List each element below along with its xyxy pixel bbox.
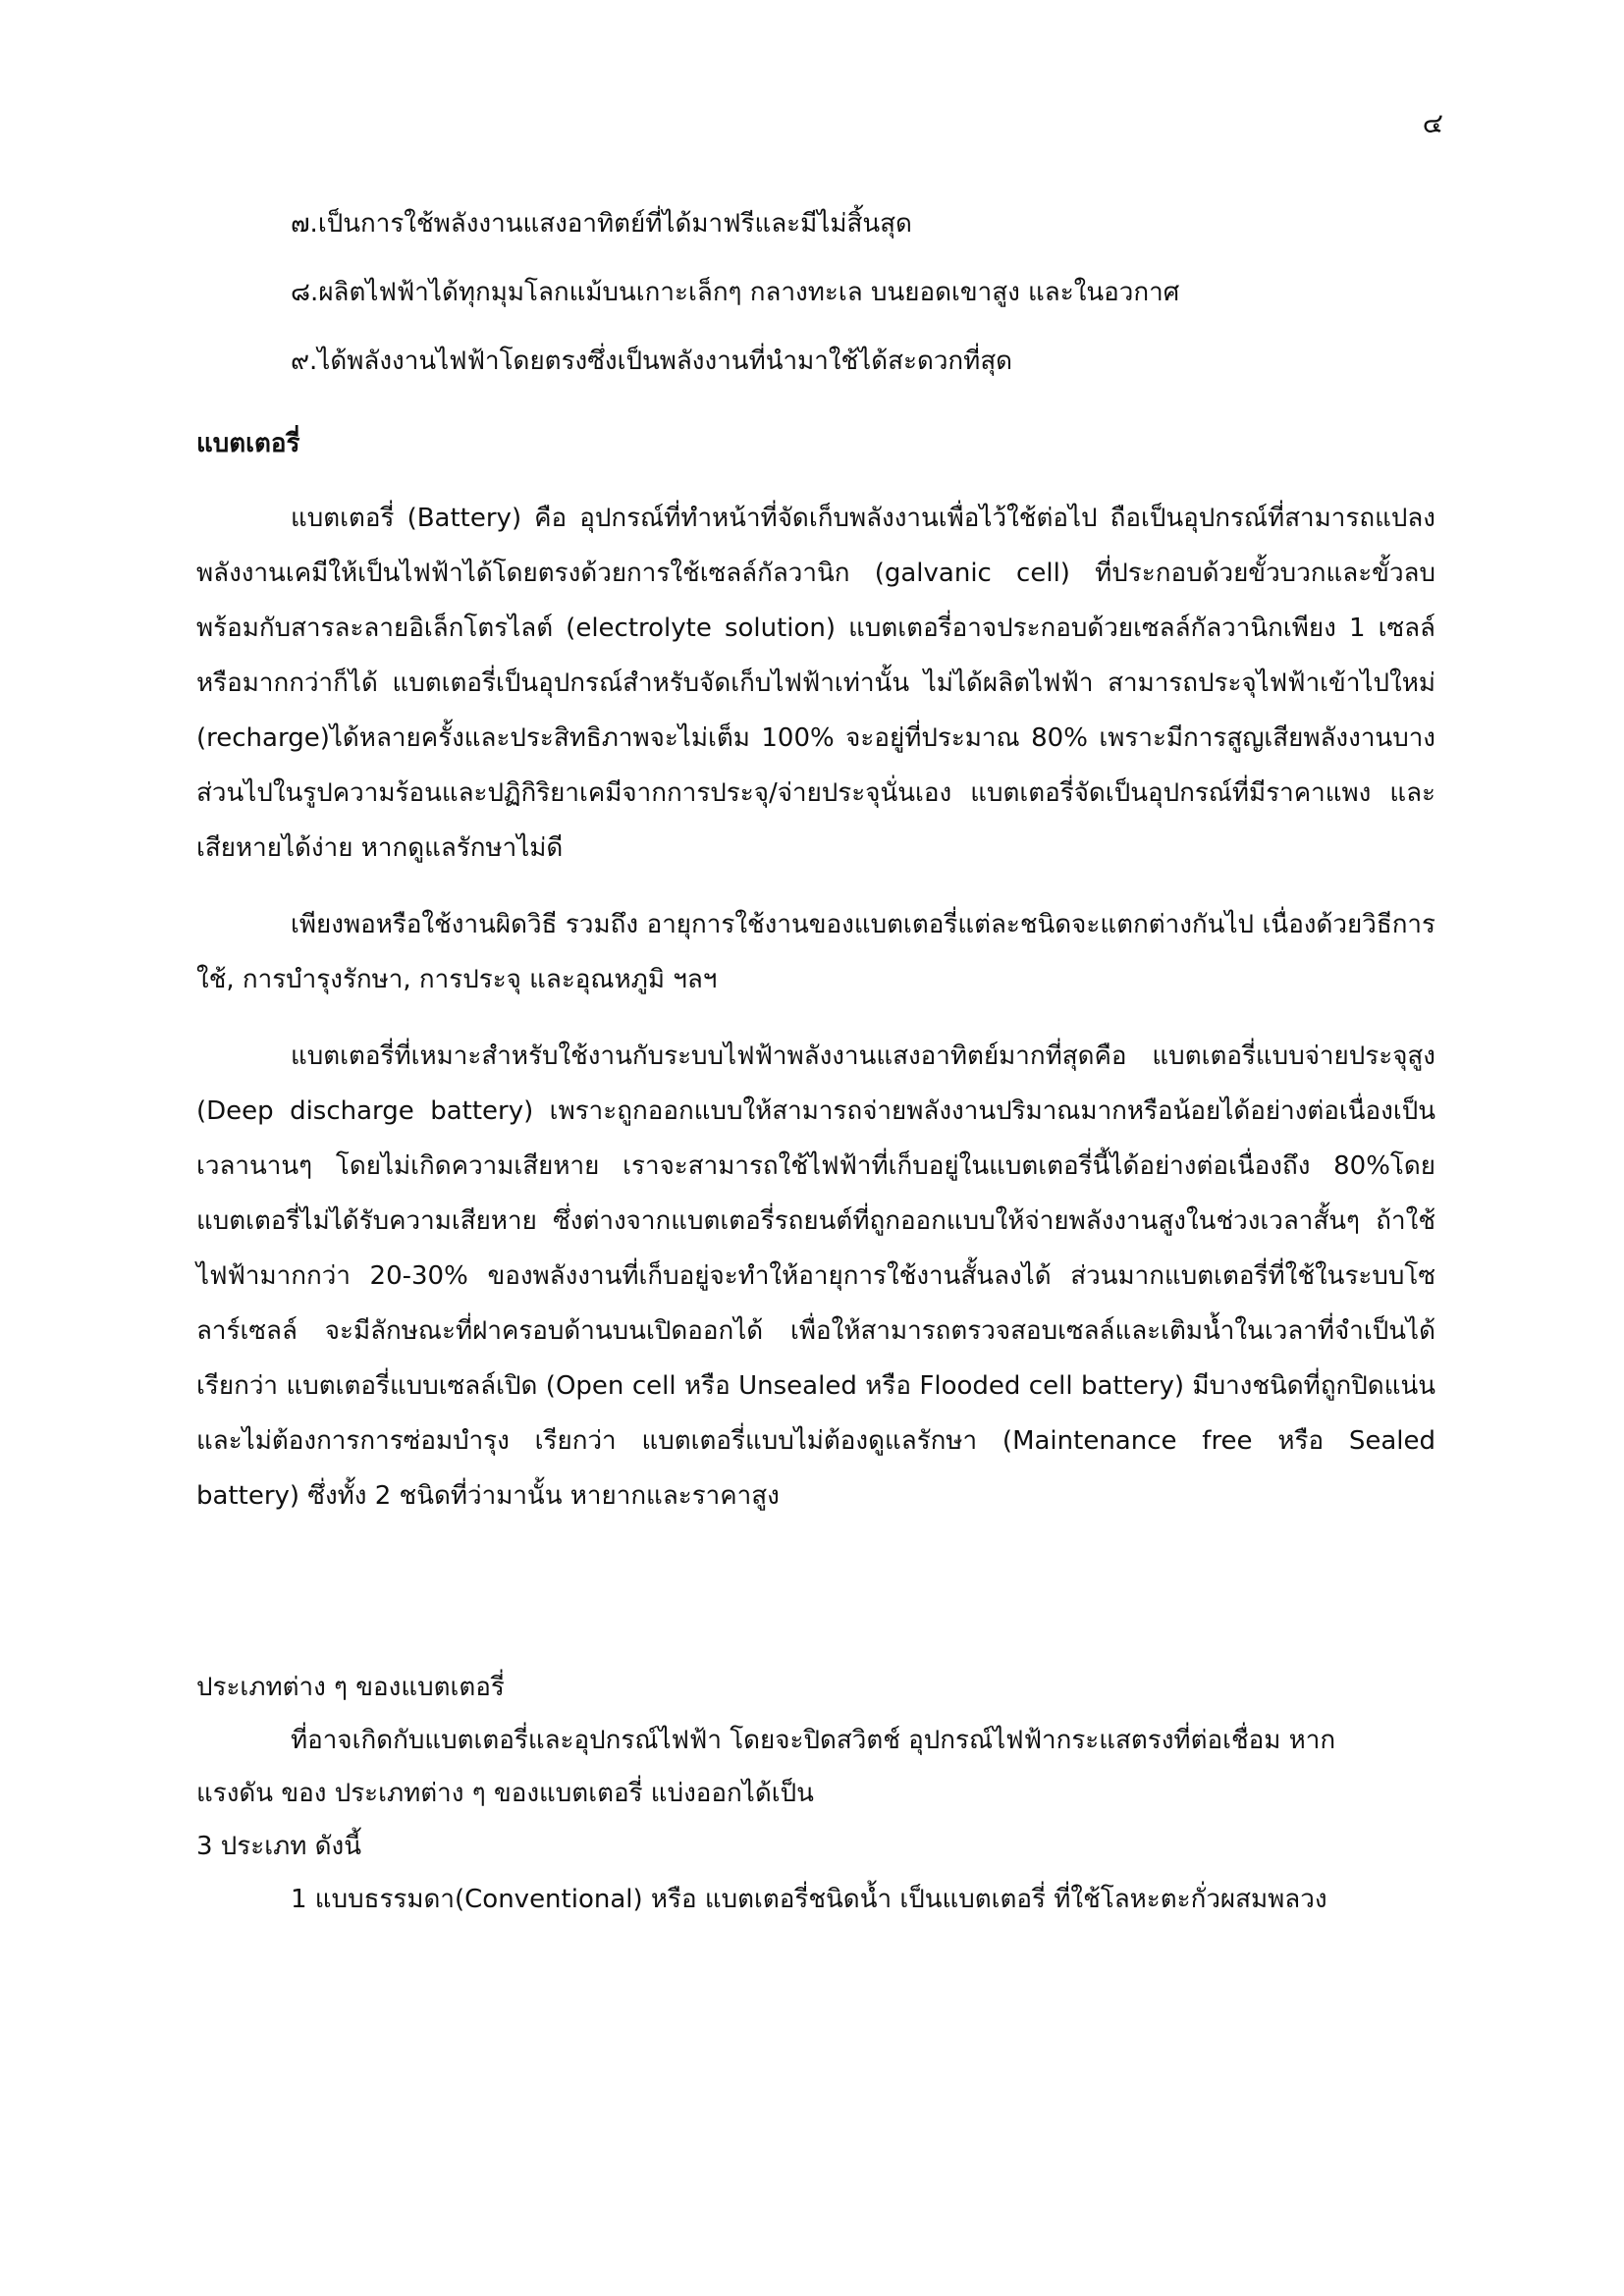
- page-content: [196, 196, 1435, 1926]
- section-heading: แบตเตอรี่: [196, 429, 300, 458]
- list-item: ๗.เป็นการใช้พลังงานแสงอาทิตย์ที่ได้มาฟรีและมีไม่สิ้นสุด: [291, 209, 912, 239]
- paragraph-battery-definition: แบตเตอรี่ (Battery) คือ อุปกรณ์ที่ทำหน้าที่จัดเก็บพลังงานเพื่อไว้ใช้ต่อไป ถือเป็นอุปกรณ์ที่สามารถแปลงพลังงานเคมีให้เป็นไฟฟ้าได้โดยตรงด้วยการใช้เซลล์กัลวานิก (galvanic cell) ที่ประกอบด้วยขั้วบวกและขั้วลบ พร้อมกับสารละลายอิเล็กโตรไลต์ (electrolyte solution) แบตเตอรี่อาจประกอบด้วยเซลล์กัลวานิกเพียง 1 เซลล์ หรือมากกว่าก็ได้ แบตเตอรี่เป็นอุปกรณ์สำหรับจัดเก็บไฟฟ้าเท่านั้น ไม่ได้ผลิตไฟฟ้า สามารถประจุไฟฟ้าเข้าไปใหม่ (recharge)ได้หลายครั้งและประสิทธิภาพจะไม่เต็ม 100% จะอยู่ที่ประมาณ 80% เพราะมีการสูญเสียพลังงานบางส่วนไปในรูปความร้อนและปฏิกิริยาเคมีจากการประจุ/จ่ายประจุนั่นเอง แบตเตอรี่จัดเป็นอุปกรณ์ที่มีราคาแพง และเสียหายได้ง่าย หากดูแลรักษาไม่ดี: [196, 504, 1435, 863]
- battery-types-section: [196, 1661, 1435, 1926]
- list-item: ๘.ผลิตไฟฟ้าได้ทุกมุมโลกแม้บนเกาะเล็กๆ กลางทะเล บนยอดเขาสูง และในอวกาศ: [291, 278, 1180, 307]
- text-line: แรงดัน ของ ประเภทต่าง ๆ ของแบตเตอรี่ แบ่งออกได้เป็น: [196, 1779, 814, 1808]
- list-item: ๙.ได้พลังงานไฟฟ้าโดยตรงซึ่งเป็นพลังงานที่นำมาใช้ได้สะดวกที่สุด: [291, 347, 1013, 376]
- text-line: ที่อาจเกิดกับแบตเตอรี่และอุปกรณ์ไฟฟ้า โดยจะปิดสวิตช์ อุปกรณ์ไฟฟ้ากระแสตรงที่ต่อเชื่อม หาก: [291, 1726, 1336, 1755]
- text-line: 1 แบบธรรมดา(Conventional) หรือ แบตเตอรี่ชนิดน้ำ เป็นแบตเตอรี่ ที่ใช้โลหะตะกั่วผสมพลวง: [291, 1885, 1327, 1914]
- paragraph-deep-discharge: แบตเตอรี่ที่เหมาะสำหรับใช้งานกับระบบไฟฟ้าพลังงานแสงอาทิตย์มากที่สุดคือ แบตเตอรี่แบบจ่ายประจุสูง (Deep discharge battery) เพราะถูกออกแบบให้สามารถจ่ายพลังงานปริมาณมากหรือน้อยได้อย่างต่อเนื่องเป็นเวลานานๆ โดยไม่เกิดความเสียหาย เราจะสามารถใช้ไฟฟ้าที่เก็บอยู่ในแบตเตอรี่นี้ได้อย่างต่อเนื่องถึง 80%โดยแบตเตอรี่ไม่ได้รับความเสียหาย ซึ่งต่างจากแบตเตอรี่รถยนต์ที่ถูกออกแบบให้จ่ายพลังงานสูงในช่วงเวลาสั้นๆ ถ้าใช้ไฟฟ้ามากกว่า 20-30% ของพลังงานที่เก็บอยู่จะทำให้อายุการใช้งานสั้นลงได้ ส่วนมากแบตเตอรี่ที่ใช้ในระบบโซลาร์เซลล์ จะมีลักษณะที่ฝาครอบด้านบนเปิดออกได้ เพื่อให้สามารถตรวจสอบเซลล์และเติมน้ำในเวลาที่จำเป็นได้ เรียกว่า แบตเตอรี่แบบเซลล์เปิด (Open cell หรือ Unsealed หรือ Flooded cell battery) มีบางชนิดที่ถูกปิดแน่นและไม่ต้องการการซ่อมบำรุง เรียกว่า แบตเตอรี่แบบไม่ต้องดูแลรักษา (Maintenance free หรือ Sealed battery) ซึ่งทั้ง 2 ชนิดที่ว่ามานั้น หายากและราคาสูง: [196, 1041, 1435, 1511]
- text-line: 3 ประเภท ดังนี้: [196, 1832, 362, 1861]
- sub-heading: ประเภทต่าง ๆ ของแบตเตอรี่: [196, 1673, 505, 1702]
- page-number: ๔: [1422, 107, 1443, 139]
- paragraph-battery-lifespan: เพียงพอหรือใช้งานผิดวิธี รวมถึง อายุการใช้งานของแบตเตอรี่แต่ละชนิดจะแตกต่างกันไป เนื่องด้วยวิธีการใช้, การบำรุงรักษา, การประจุ และอุณหภูมิ ฯลฯ: [196, 910, 1435, 994]
